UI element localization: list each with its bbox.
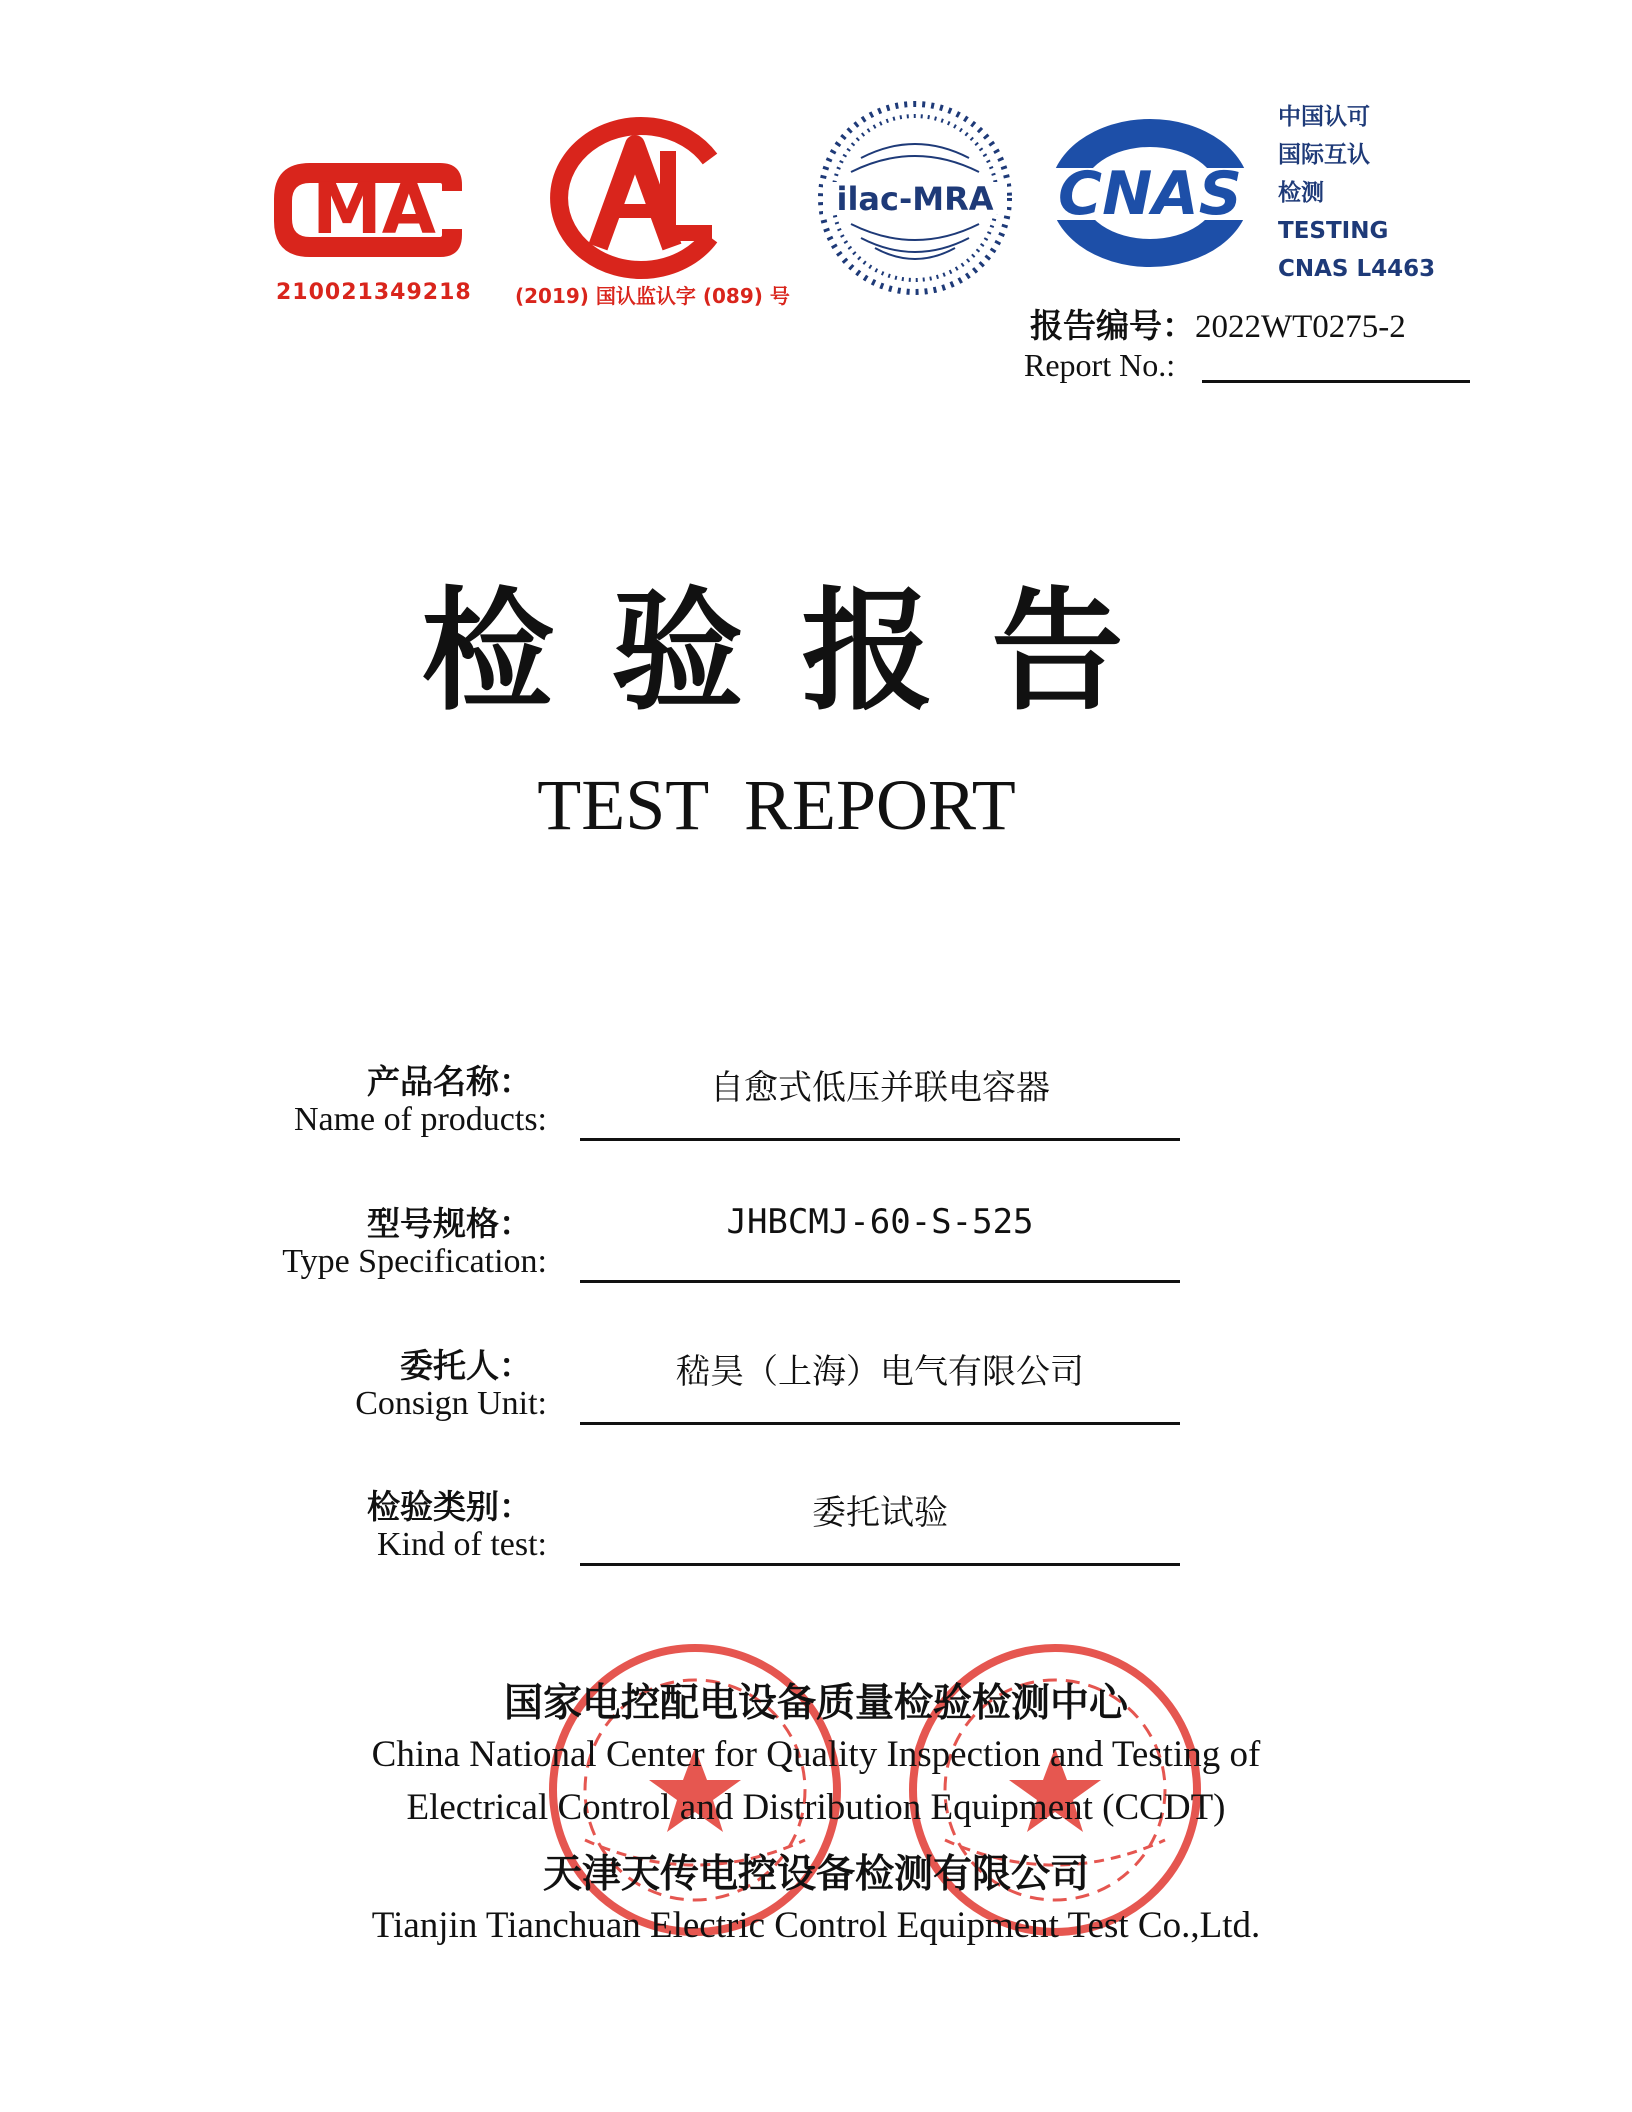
cal-logo: [540, 115, 730, 280]
center-name-en-line2: Electrical Control and Distribution Equipment (CCDT): [406, 1787, 1226, 1828]
field-value: JHBCMJ-60-S-525: [726, 1202, 1034, 1242]
report-number: [1030, 300, 1406, 347]
field-value: 委托试验: [812, 1493, 948, 1533]
field-label-en: Type Specification:: [282, 1243, 547, 1280]
field-consign-unit: [0, 1340, 1632, 1460]
title-en: TEST REPORT: [537, 765, 1016, 845]
field-underline: [580, 1138, 1180, 1141]
cma-number: 210021349218: [276, 280, 472, 305]
field-label-cn: 检验类别：: [367, 1487, 532, 1526]
field-label-en: Name of products:: [293, 1101, 547, 1138]
field-value: 自愈式低压并联电容器: [710, 1068, 1050, 1108]
svg-text:MA: MA: [312, 168, 436, 250]
title-cn: 检验报告: [421, 575, 1182, 729]
field-underline: [580, 1563, 1180, 1566]
field-label-en: Kind of test:: [377, 1526, 547, 1563]
company-name-cn: 天津天传电控设备检测有限公司: [542, 1852, 1089, 1897]
report-number-underline: [1202, 380, 1470, 383]
report-number-label-en: Report No.:: [1024, 347, 1176, 383]
company-name-en: Tianjin Tianchuan Electric Control Equipment Test Co.,Ltd.: [371, 1905, 1261, 1946]
field-label-cn: 委托人：: [400, 1346, 532, 1385]
cnas-accreditation-text: [1278, 98, 1435, 288]
field-value: 嵇昊（上海）电气有限公司: [676, 1352, 1084, 1392]
ilac-mra-logo: [815, 98, 1015, 298]
cnas-text-line: 国际互认: [1278, 142, 1370, 168]
report-number-value: 2022WT0275-2: [1195, 309, 1406, 345]
svg-text:CNAS: CNAS: [1058, 159, 1242, 229]
field-label-cn: 产品名称：: [367, 1062, 532, 1101]
cnas-text-line: TESTING: [1278, 218, 1389, 244]
field-underline: [580, 1422, 1180, 1425]
cnas-text-line: 中国认可: [1278, 104, 1370, 130]
field-product-name: [0, 1056, 1632, 1176]
field-underline: [580, 1280, 1180, 1283]
report-number-label-cn: 报告编号：: [1030, 306, 1195, 345]
field-label-cn: 型号规格：: [367, 1204, 532, 1243]
center-name-cn: 国家电控配电设备质量检验检测中心: [503, 1681, 1128, 1726]
cnas-logo: [1035, 108, 1265, 278]
cma-logo: [270, 155, 470, 265]
cnas-text-line: CNAS L4463: [1278, 256, 1436, 282]
field-label-en: Consign Unit:: [355, 1385, 547, 1422]
field-kind-of-test: [0, 1481, 1632, 1601]
svg-text:ilac-MRA: ilac-MRA: [836, 180, 994, 218]
field-type-specification: [0, 1198, 1632, 1318]
center-name-en-line1: China National Center for Quality Inspection and Testing of: [371, 1734, 1261, 1775]
cal-caption: (2019) 国认监认字 (089) 号: [515, 284, 790, 308]
cnas-text-line: 检测: [1278, 180, 1324, 206]
